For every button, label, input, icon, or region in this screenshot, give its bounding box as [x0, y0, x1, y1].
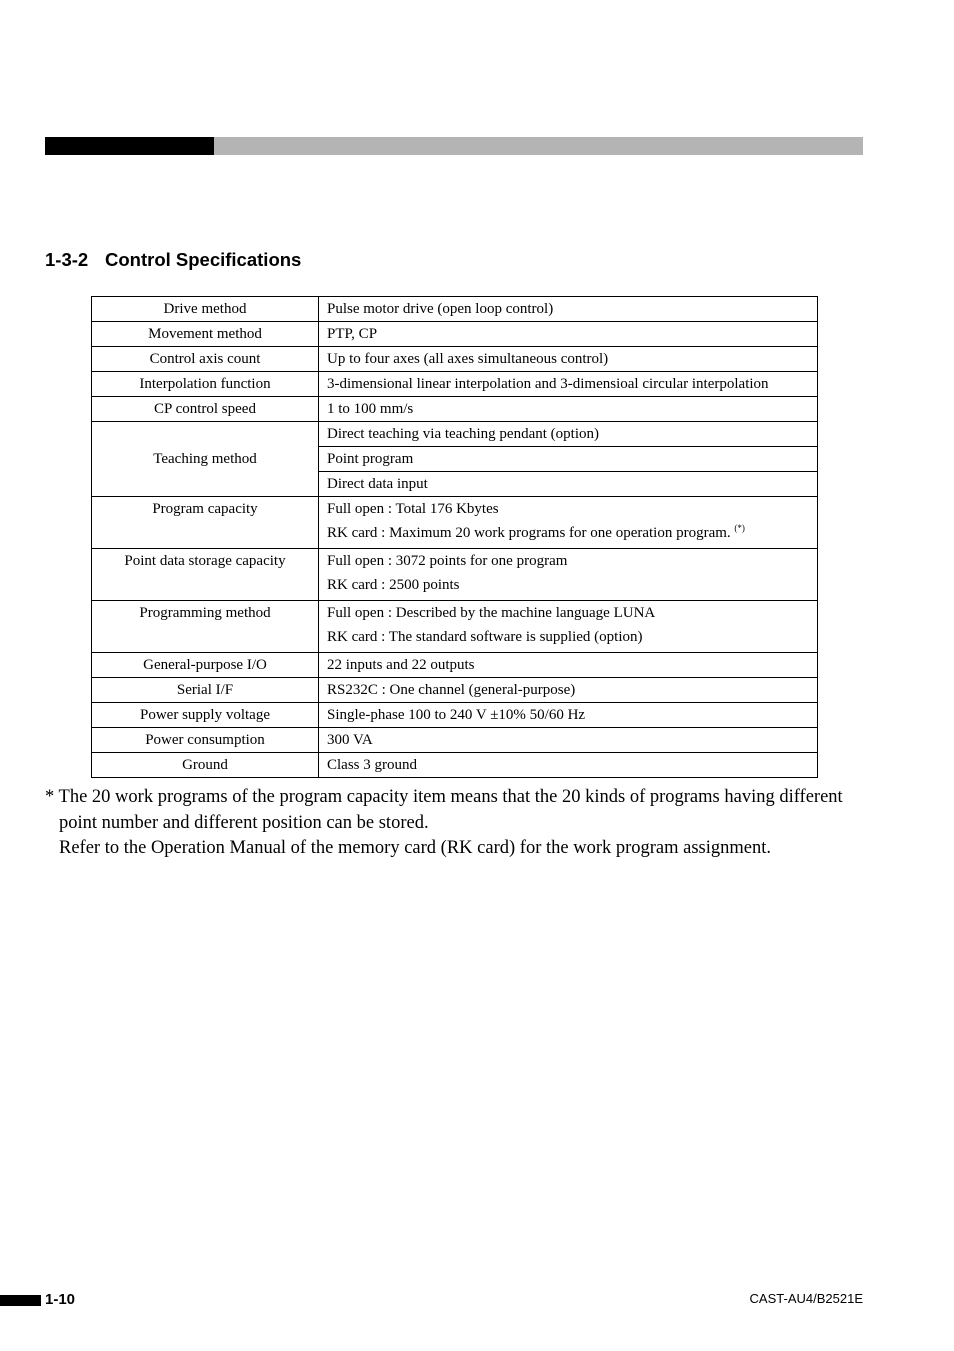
- spec-value-cell: [319, 678, 818, 703]
- spec-label: Programming method: [92, 601, 319, 653]
- spec-value: [327, 326, 377, 342]
- footnote: [45, 785, 875, 862]
- spec-label: Interpolation function: [92, 372, 319, 397]
- spec-value-text: 300 VA: [327, 732, 373, 748]
- table-row: [92, 397, 818, 422]
- spec-value-text: 22 inputs and 22 outputs: [327, 657, 475, 673]
- spec-value-text: RS232C : One channel (general-purpose): [327, 682, 576, 698]
- spec-value: [327, 757, 417, 773]
- footnote-mark: (*): [734, 523, 745, 533]
- spec-label: Serial I/F: [92, 678, 319, 703]
- spec-value: [327, 301, 553, 317]
- footnote-line: point number and different position can be stored.: [59, 812, 429, 833]
- spec-value-cell: [319, 703, 818, 728]
- spec-value: [327, 657, 475, 673]
- spec-value-text: Up to four axes (all axes simultaneous control): [327, 351, 609, 367]
- spec-value-cell: [319, 653, 818, 678]
- table-row: [92, 497, 818, 549]
- spec-value-cell: [319, 753, 818, 778]
- table-row: [92, 372, 818, 397]
- spec-value-cell: [319, 297, 818, 322]
- spec-value: Direct data input: [319, 472, 818, 497]
- document-code: CAST-AU4/B2521E: [749, 1291, 863, 1306]
- spec-value: [327, 707, 585, 723]
- spec-value-cell: [319, 497, 818, 549]
- table-row: [92, 703, 818, 728]
- spec-value: [327, 351, 608, 367]
- spec-value-text: Full open : Total 176 Kbytes: [327, 501, 499, 517]
- spec-value-cell: [319, 372, 818, 397]
- spec-value: Point program: [319, 447, 818, 472]
- table-row: [92, 347, 818, 372]
- spec-value-text: RK card : 2500 points: [327, 577, 460, 593]
- footnote-line: * The 20 work programs of the program capacity item means that the 20 kinds of programs having different: [45, 787, 843, 807]
- spec-label: CP control speed: [92, 397, 319, 422]
- spec-value-text: 1 to 100 mm/s: [327, 401, 414, 417]
- spec-label: Control axis count: [92, 347, 319, 372]
- spec-table: [91, 296, 818, 778]
- section-heading: Control Specifications: [105, 249, 302, 270]
- table-row: [92, 678, 818, 703]
- spec-label: Power consumption: [92, 728, 319, 753]
- spec-value: [327, 604, 809, 628]
- table-row: [92, 422, 818, 447]
- table-row: [92, 601, 818, 653]
- spec-label: Drive method: [92, 297, 319, 322]
- section-title: [45, 249, 301, 271]
- spec-label: General-purpose I/O: [92, 653, 319, 678]
- spec-value: [327, 628, 809, 652]
- spec-value: [327, 576, 809, 600]
- spec-label: Ground: [92, 753, 319, 778]
- spec-value-text: 3-dimensional linear interpolation and 3-dimensioal circular interpolation: [327, 376, 769, 392]
- spec-value-cell: [319, 397, 818, 422]
- table-row: [92, 549, 818, 601]
- footer-bar: [0, 1295, 41, 1306]
- spec-label: Point data storage capacity: [92, 549, 319, 601]
- spec-value-cell: [319, 601, 818, 653]
- spec-value-text: Class 3 ground: [327, 757, 417, 773]
- table-row: [92, 322, 818, 347]
- spec-label: Movement method: [92, 322, 319, 347]
- spec-value-cell: [319, 347, 818, 372]
- spec-label: Power supply voltage: [92, 703, 319, 728]
- section-number: 1-3-2: [45, 249, 89, 270]
- page-number: 1-10: [45, 1291, 76, 1308]
- spec-value-text: Single-phase 100 to 240 V ±10% 50/60 Hz: [327, 707, 586, 723]
- spec-value: [327, 401, 413, 417]
- spec-label: Program capacity: [92, 497, 319, 549]
- spec-value-text: Full open : 3072 points for one program: [327, 553, 568, 569]
- spec-label: Teaching method: [92, 422, 319, 497]
- spec-value: [327, 500, 809, 524]
- spec-value-cell: [319, 728, 818, 753]
- spec-value-cell: [319, 322, 818, 347]
- spec-value: [327, 524, 809, 548]
- spec-value: [327, 682, 575, 698]
- spec-value-text: RK card : The standard software is supplied (option): [327, 629, 643, 645]
- table-row: [92, 653, 818, 678]
- spec-value-text: Full open : Described by the machine language LUNA: [327, 605, 656, 621]
- spec-value-text: Pulse motor drive (open loop control): [327, 301, 554, 317]
- spec-value: [327, 376, 769, 392]
- spec-value-text: PTP, CP: [327, 326, 378, 342]
- header-bar: [45, 137, 863, 155]
- table-row: [92, 753, 818, 778]
- table-row: [92, 297, 818, 322]
- spec-value: [327, 732, 373, 748]
- spec-value: Direct teaching via teaching pendant (option): [319, 422, 818, 447]
- table-row: [92, 728, 818, 753]
- spec-value-text: RK card : Maximum 20 work programs for one operation program.: [327, 525, 731, 541]
- spec-value: [327, 552, 809, 576]
- header-bar-accent: [45, 137, 214, 155]
- footnote-line: Refer to the Operation Manual of the memory card (RK card) for the work program assignment.: [59, 838, 772, 858]
- spec-value-cell: [319, 549, 818, 601]
